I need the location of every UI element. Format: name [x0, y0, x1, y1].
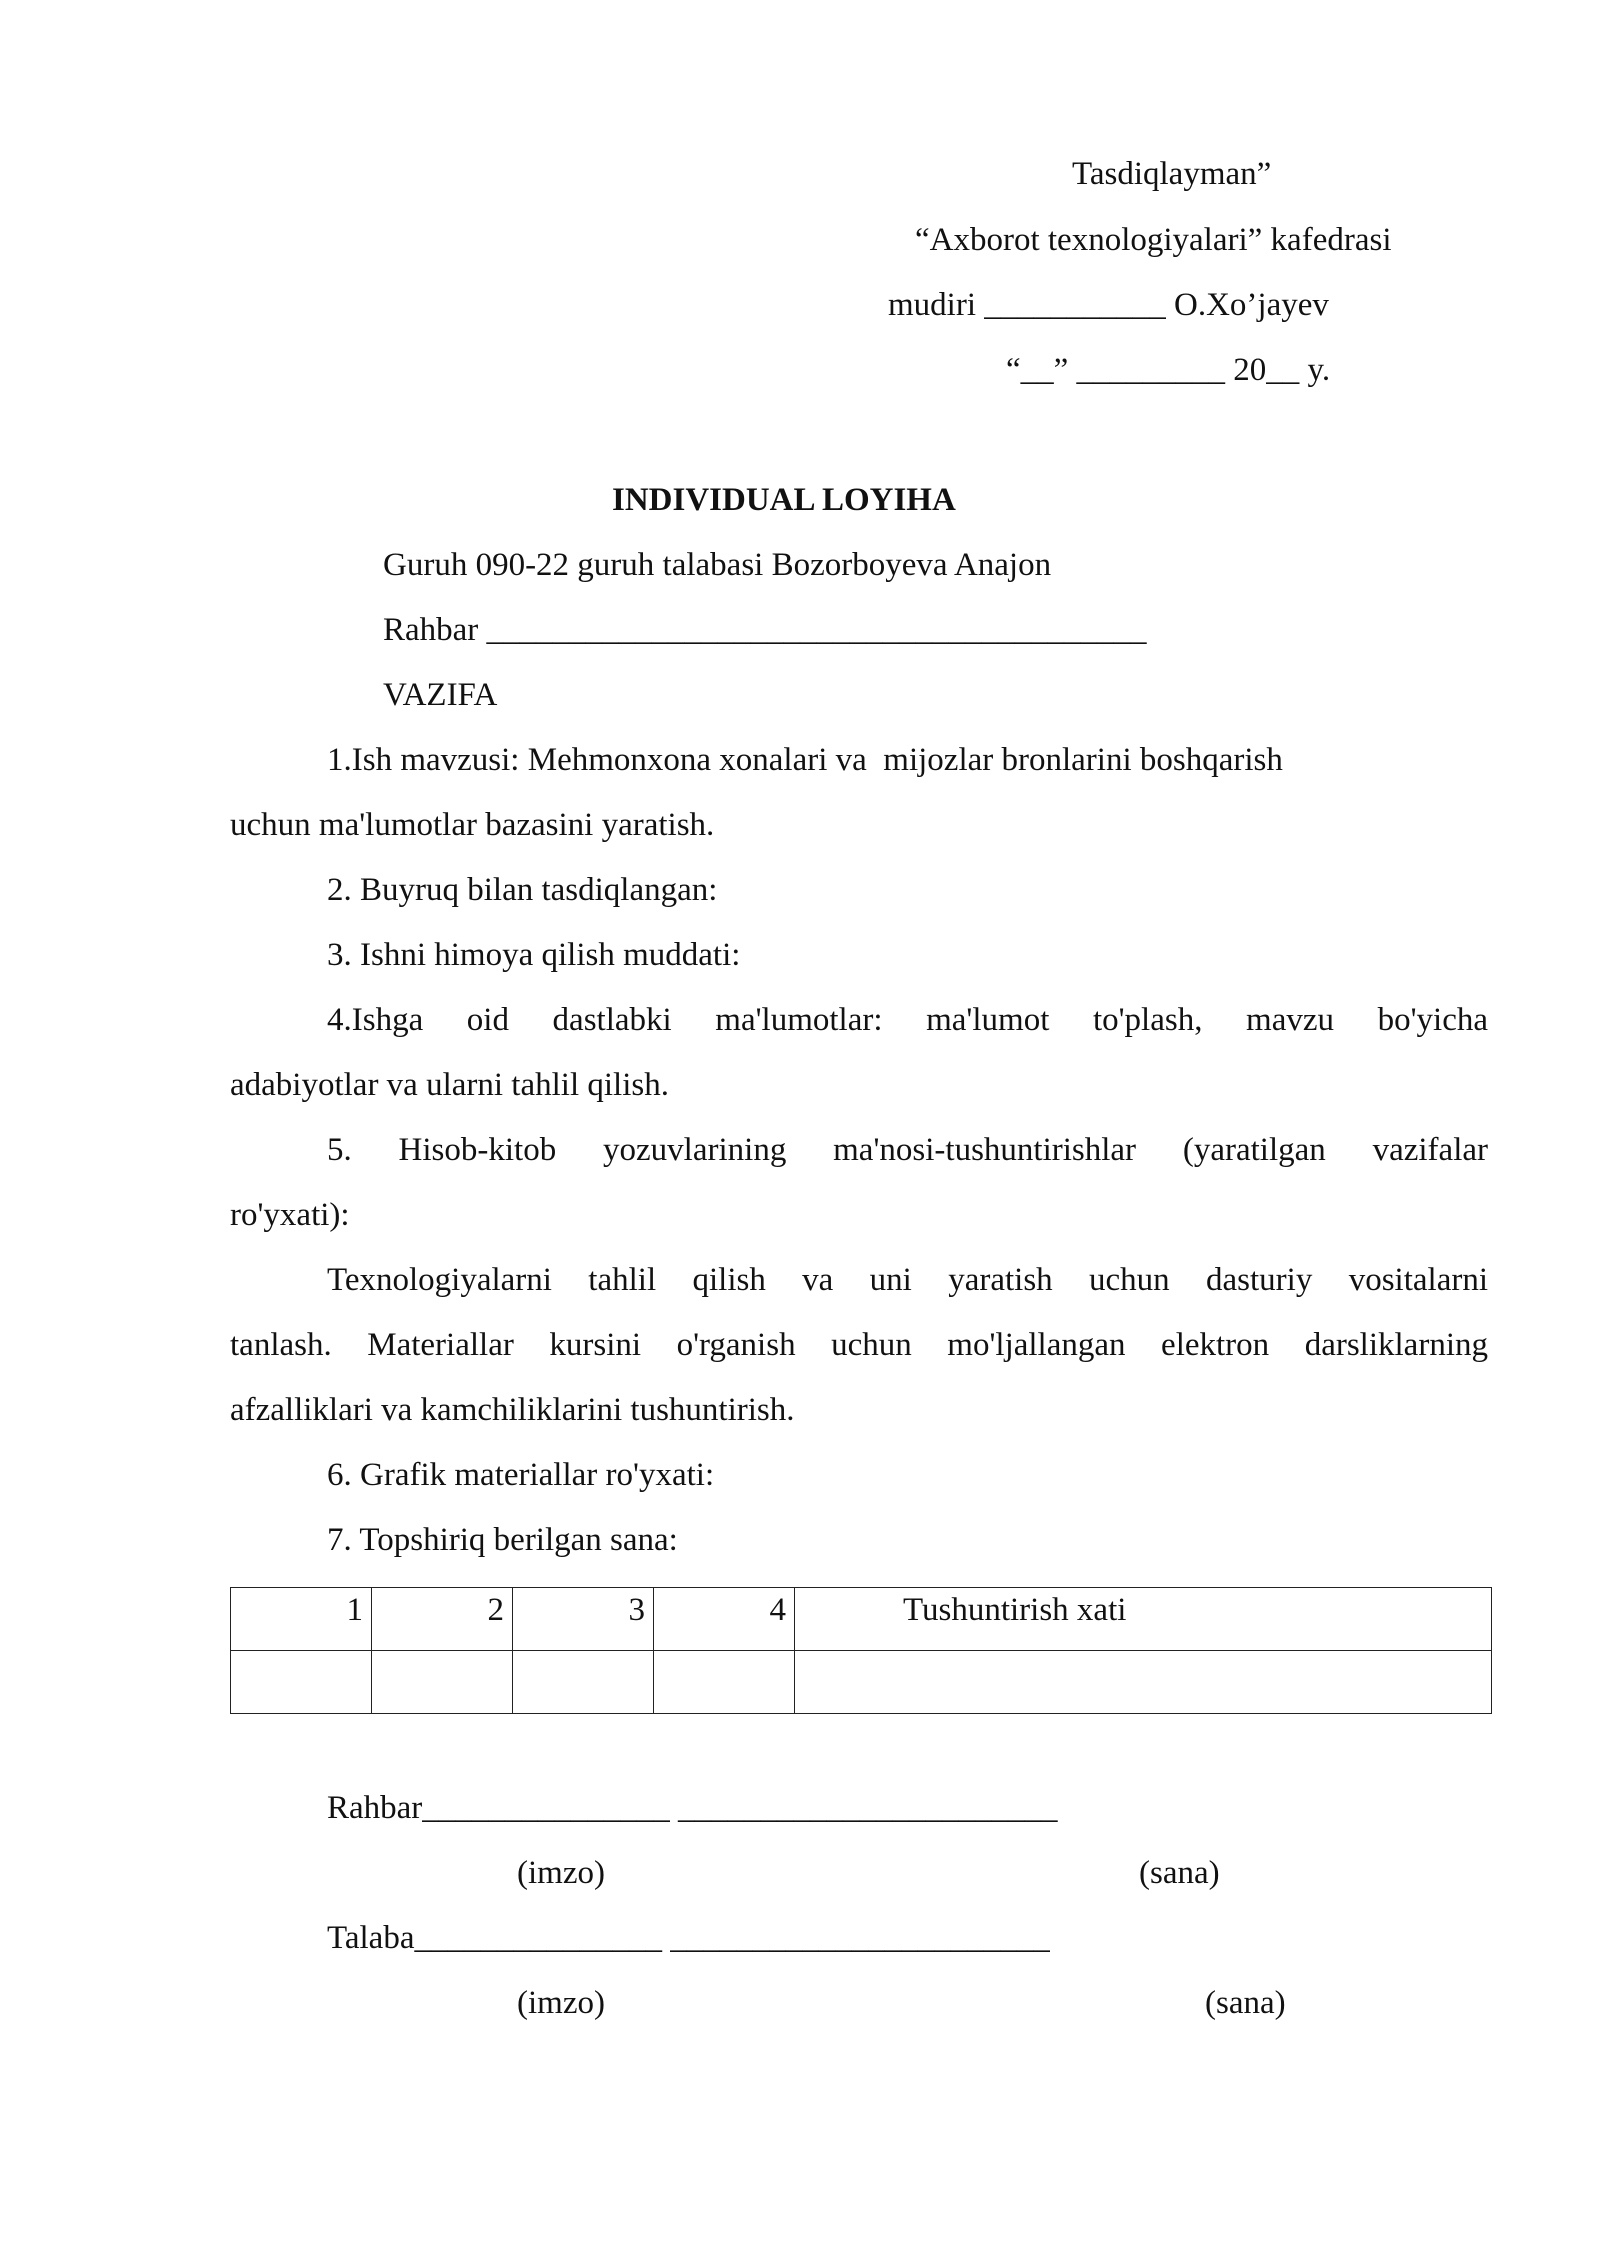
item-5-line-2: ro'yxati): [230, 1197, 350, 1233]
schedule-table [230, 1587, 1492, 1714]
supervisor-signature-line: Rahbar_______________ _______________________ [327, 1790, 1058, 1826]
table-cell [795, 1651, 1492, 1714]
document-title: INDIVIDUAL LOYIHA [612, 482, 956, 518]
item-6: 6. Grafik materiallar ro'yxati: [327, 1457, 715, 1493]
student-sign-caption: (imzo) [517, 1985, 605, 2021]
paragraph-line-2: tanlash. Materiallar kursini o'rganish uchun mo'ljallangan elektron darsliklarning [230, 1327, 1488, 1363]
item-1-line-1: 1.Ish mavzusi: Mehmonxona xonalari va mijozlar bronlarini boshqarish [327, 742, 1283, 778]
table-header-cell: 3 [513, 1588, 654, 1651]
supervisor-sign-caption: (imzo) [517, 1855, 605, 1891]
table-cell [654, 1651, 795, 1714]
item-1-line-2: uchun ma'lumotlar bazasini yaratish. [230, 807, 715, 843]
student-signature-line: Talaba_______________ _______________________ [327, 1920, 1050, 1956]
student-date-caption: (sana) [1205, 1985, 1286, 2021]
paragraph-line-3: afzalliklari va kamchiliklarini tushuntirish. [230, 1392, 795, 1428]
paragraph-line-1: Texnologiyalarni tahlil qilish va uni yaratish uchun dasturiy vositalarni [327, 1262, 1488, 1298]
approval-line-2: “Axborot texnologiyalari” kafedrasi [915, 222, 1392, 258]
item-4-line-2: adabiyotlar va ularni tahlil qilish. [230, 1067, 669, 1103]
supervisor-line: Rahbar ________________________________________ [383, 612, 1147, 648]
item-3: 3. Ishni himoya qilish muddati: [327, 937, 741, 973]
table-row [231, 1651, 1492, 1714]
item-2: 2. Buyruq bilan tasdiqlangan: [327, 872, 718, 908]
approval-line-4: “__” _________ 20__ y. [1006, 352, 1331, 388]
group-line: Guruh 090-22 guruh talabasi Bozorboyeva Anajon [383, 547, 1052, 583]
task-heading: VAZIFA [383, 677, 498, 713]
table-header-cell: Tushuntirish xati [795, 1588, 1492, 1651]
item-5-line-1: 5. Hisob-kitob yozuvlarining ma'nosi-tushuntirishlar (yaratilgan vazifalar [327, 1132, 1488, 1168]
table-header-cell: 2 [372, 1588, 513, 1651]
item-7: 7. Topshiriq berilgan sana: [327, 1522, 678, 1558]
table-cell [372, 1651, 513, 1714]
approval-line-3: mudiri ___________ O.Xo’jayev [888, 287, 1329, 323]
table-cell [513, 1651, 654, 1714]
table-cell [231, 1651, 372, 1714]
table-header-cell: 1 [231, 1588, 372, 1651]
approval-line-1: Tasdiqlayman” [1072, 156, 1272, 192]
item-4-line-1: 4.Ishga oid dastlabki ma'lumotlar: ma'lumot to'plash, mavzu bo'yicha [327, 1002, 1488, 1038]
supervisor-date-caption: (sana) [1139, 1855, 1220, 1891]
table-header-row [231, 1588, 1492, 1651]
table-header-cell: 4 [654, 1588, 795, 1651]
